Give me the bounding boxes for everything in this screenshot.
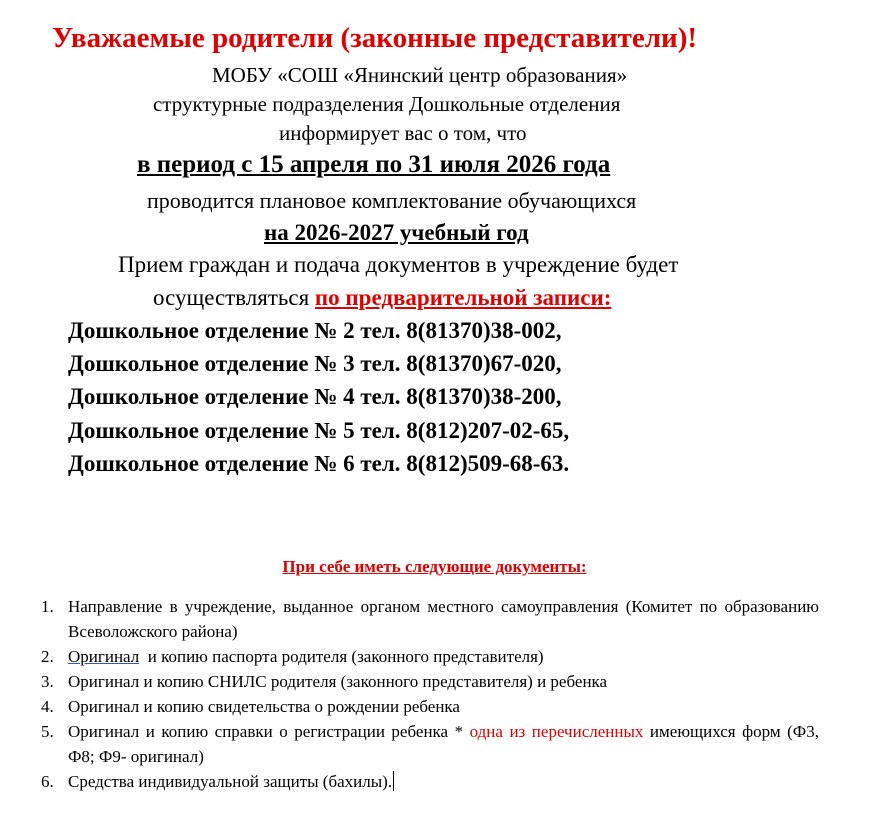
spellcheck-word: Оригинал xyxy=(68,647,140,666)
list-item: 2. Оригинал и копию паспорта родителя (законного представителя) xyxy=(41,647,544,666)
informs-line: информирует вас о том, что xyxy=(279,121,527,145)
admission-line-1: Прием граждан и подача документов в учреждение будет xyxy=(118,252,679,277)
org-name: МОБУ «СОШ «Янинский центр образования» xyxy=(212,63,628,87)
documents-heading: При себе иметь следующие документы: xyxy=(282,557,587,576)
red-note: одна из перечисленных xyxy=(469,722,644,741)
documents-list xyxy=(41,594,819,794)
text-cursor[interactable] xyxy=(393,771,394,791)
period-action: проводится плановое комплектование обучающихся xyxy=(147,188,637,213)
department-2: Дошкольное отделение № 2 тел. 8(81370)38-002, xyxy=(68,318,562,343)
list-item: 6. Средства индивидуальной защиты (бахилы). xyxy=(41,772,393,791)
department-6: Дошкольное отделение № 6 тел. 8(812)509-68-63. xyxy=(68,451,570,476)
admission-prefix: осуществляться xyxy=(153,285,315,310)
preregistration-emphasis: по предварительной записи: xyxy=(314,285,612,310)
admission-line-2 xyxy=(153,285,611,311)
school-year: на 2026-2027 учебный год xyxy=(264,220,529,245)
list-item: 3. Оригинал и копию СНИЛС родителя (законного представителя) и ребенка xyxy=(41,672,608,691)
department-5: Дошкольное отделение № 5 тел. 8(812)207-02-65, xyxy=(68,418,570,443)
list-item: 1. Направление в учреждение, выданное органом местного самоуправления (Комитет по образованию Всеволожского района) xyxy=(41,597,819,641)
org-subdivision: структурные подразделения Дошкольные отделения xyxy=(153,92,621,116)
list-item: 4. Оригинал и копию свидетельства о рождении ребенка xyxy=(41,697,460,716)
period-dates: в период с 15 апреля по 31 июля 2026 года xyxy=(137,151,611,178)
notice-title: Уважаемые родители (законные представители)! xyxy=(52,22,698,54)
department-4: Дошкольное отделение № 4 тел. 8(81370)38-200, xyxy=(68,384,562,409)
department-3: Дошкольное отделение № 3 тел. 8(81370)67-020, xyxy=(68,351,562,376)
list-item: 5. Оригинал и копию справки о регистрации ребенка * одна из перечисленных имеющихся форм (Ф3, Ф8; Ф9- оригинал) xyxy=(41,722,819,766)
